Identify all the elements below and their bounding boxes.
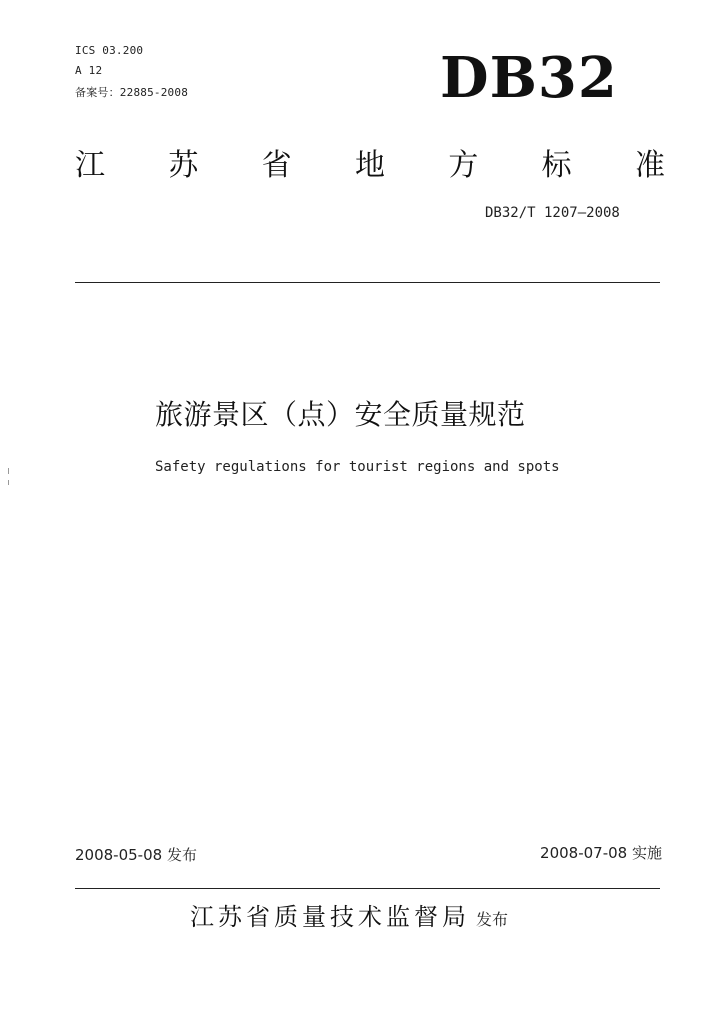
standard-type-char: 苏 (168, 148, 199, 183)
publisher-line (190, 897, 508, 932)
issue-date: 2008-05-08 发布 (75, 846, 197, 864)
scan-mark (8, 468, 9, 474)
document-title-en: Safety regulations for tourist regions and spots (155, 459, 560, 475)
standard-type-char: 江 (75, 148, 105, 183)
standard-number: DB32/T 1207—2008 (485, 205, 620, 221)
top-divider (75, 282, 660, 283)
standard-type-char: 省 (261, 148, 292, 183)
publisher-name: 江苏省质量技术监督局 (190, 903, 470, 931)
bottom-divider (75, 888, 660, 889)
publish-label: 发布 (476, 910, 509, 929)
document-title-cn: 旅游景区（点）安全质量规范 (155, 398, 526, 431)
db-code-logo: DB32 (440, 45, 618, 111)
implementation-date: 2008-07-08 实施 (540, 844, 662, 862)
standard-type-char: 准 (634, 148, 665, 183)
filing-number: 备案号：22885-2008 (75, 86, 189, 99)
standard-type-char: 地 (354, 148, 385, 183)
standard-type-char: 方 (448, 148, 479, 183)
ics-code: ICS 03.200 (75, 44, 144, 57)
scan-mark (8, 480, 9, 485)
standard-type-char: 标 (541, 148, 572, 183)
classification-code: A 12 (75, 64, 103, 77)
standard-type (70, 140, 670, 184)
